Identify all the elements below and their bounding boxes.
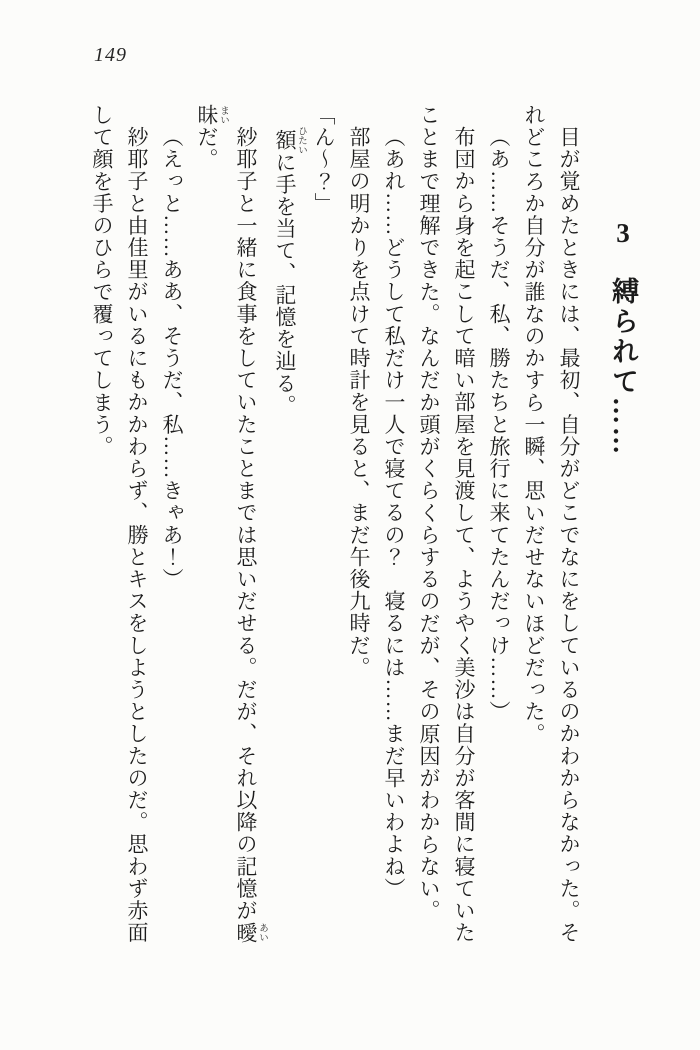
chapter-title: 縛られて……: [608, 277, 638, 457]
text-line: 昧 まいだ。: [195, 104, 228, 171]
text-line: 「ん～？」: [312, 104, 336, 215]
text-line: 布団から身を起こして暗い部屋を見渡して、ようやく美沙は自分が客間に寝ていた: [452, 126, 476, 944]
text-line: して顔を手のひらで覆ってしまう。: [90, 104, 114, 458]
text-block: [84, 104, 586, 946]
chapter-heading: [600, 104, 646, 946]
ruby-annotated-kanji: 昧 まい: [195, 104, 228, 127]
text-line: 目が覚めたときには、最初、自分がどこでなにをしているのかわからなかった。そ: [557, 126, 581, 944]
text-line: （あ……そうだ、私、勝たちと旅行に来てたんだっけ……）: [487, 126, 511, 723]
ruby-annotated-kanji: 曖 あい: [234, 921, 267, 944]
text-line: 額 ひたいに手を当て、記憶を辿る。: [273, 126, 306, 417]
text-line: （あれ……どうして私だけ一人で寝てるの？ 寝るには……まだ早いわよね）: [382, 126, 406, 900]
vertical-text-area: [84, 104, 646, 946]
text-line: 紗耶子と一緒に食事をしていたことまでは思いだせる。だが、それ以降の記憶が曖 あい: [234, 126, 267, 944]
text-line: ことまで理解できた。なんだか頭がくらくらするのだが、その原因がわからない。: [417, 104, 441, 922]
text-line: 紗耶子と由佳里がいるにもかかわらず、勝とキスをしようとしたのだ。思わず赤面: [125, 126, 149, 944]
text-line: 部屋の明かりを点けて時計を見ると、まだ午後九時だ。: [347, 126, 371, 679]
chapter-number: 3: [608, 218, 638, 251]
text-line: （えっと……ああ、そうだ、私……きゃあ！）: [160, 126, 184, 591]
page-number: 149: [94, 44, 127, 66]
ruby-annotated-kanji: 額 ひたい: [273, 126, 306, 155]
text-line: れどころか自分が誰なのかすら一瞬、思いだせないほどだった。: [522, 104, 546, 745]
